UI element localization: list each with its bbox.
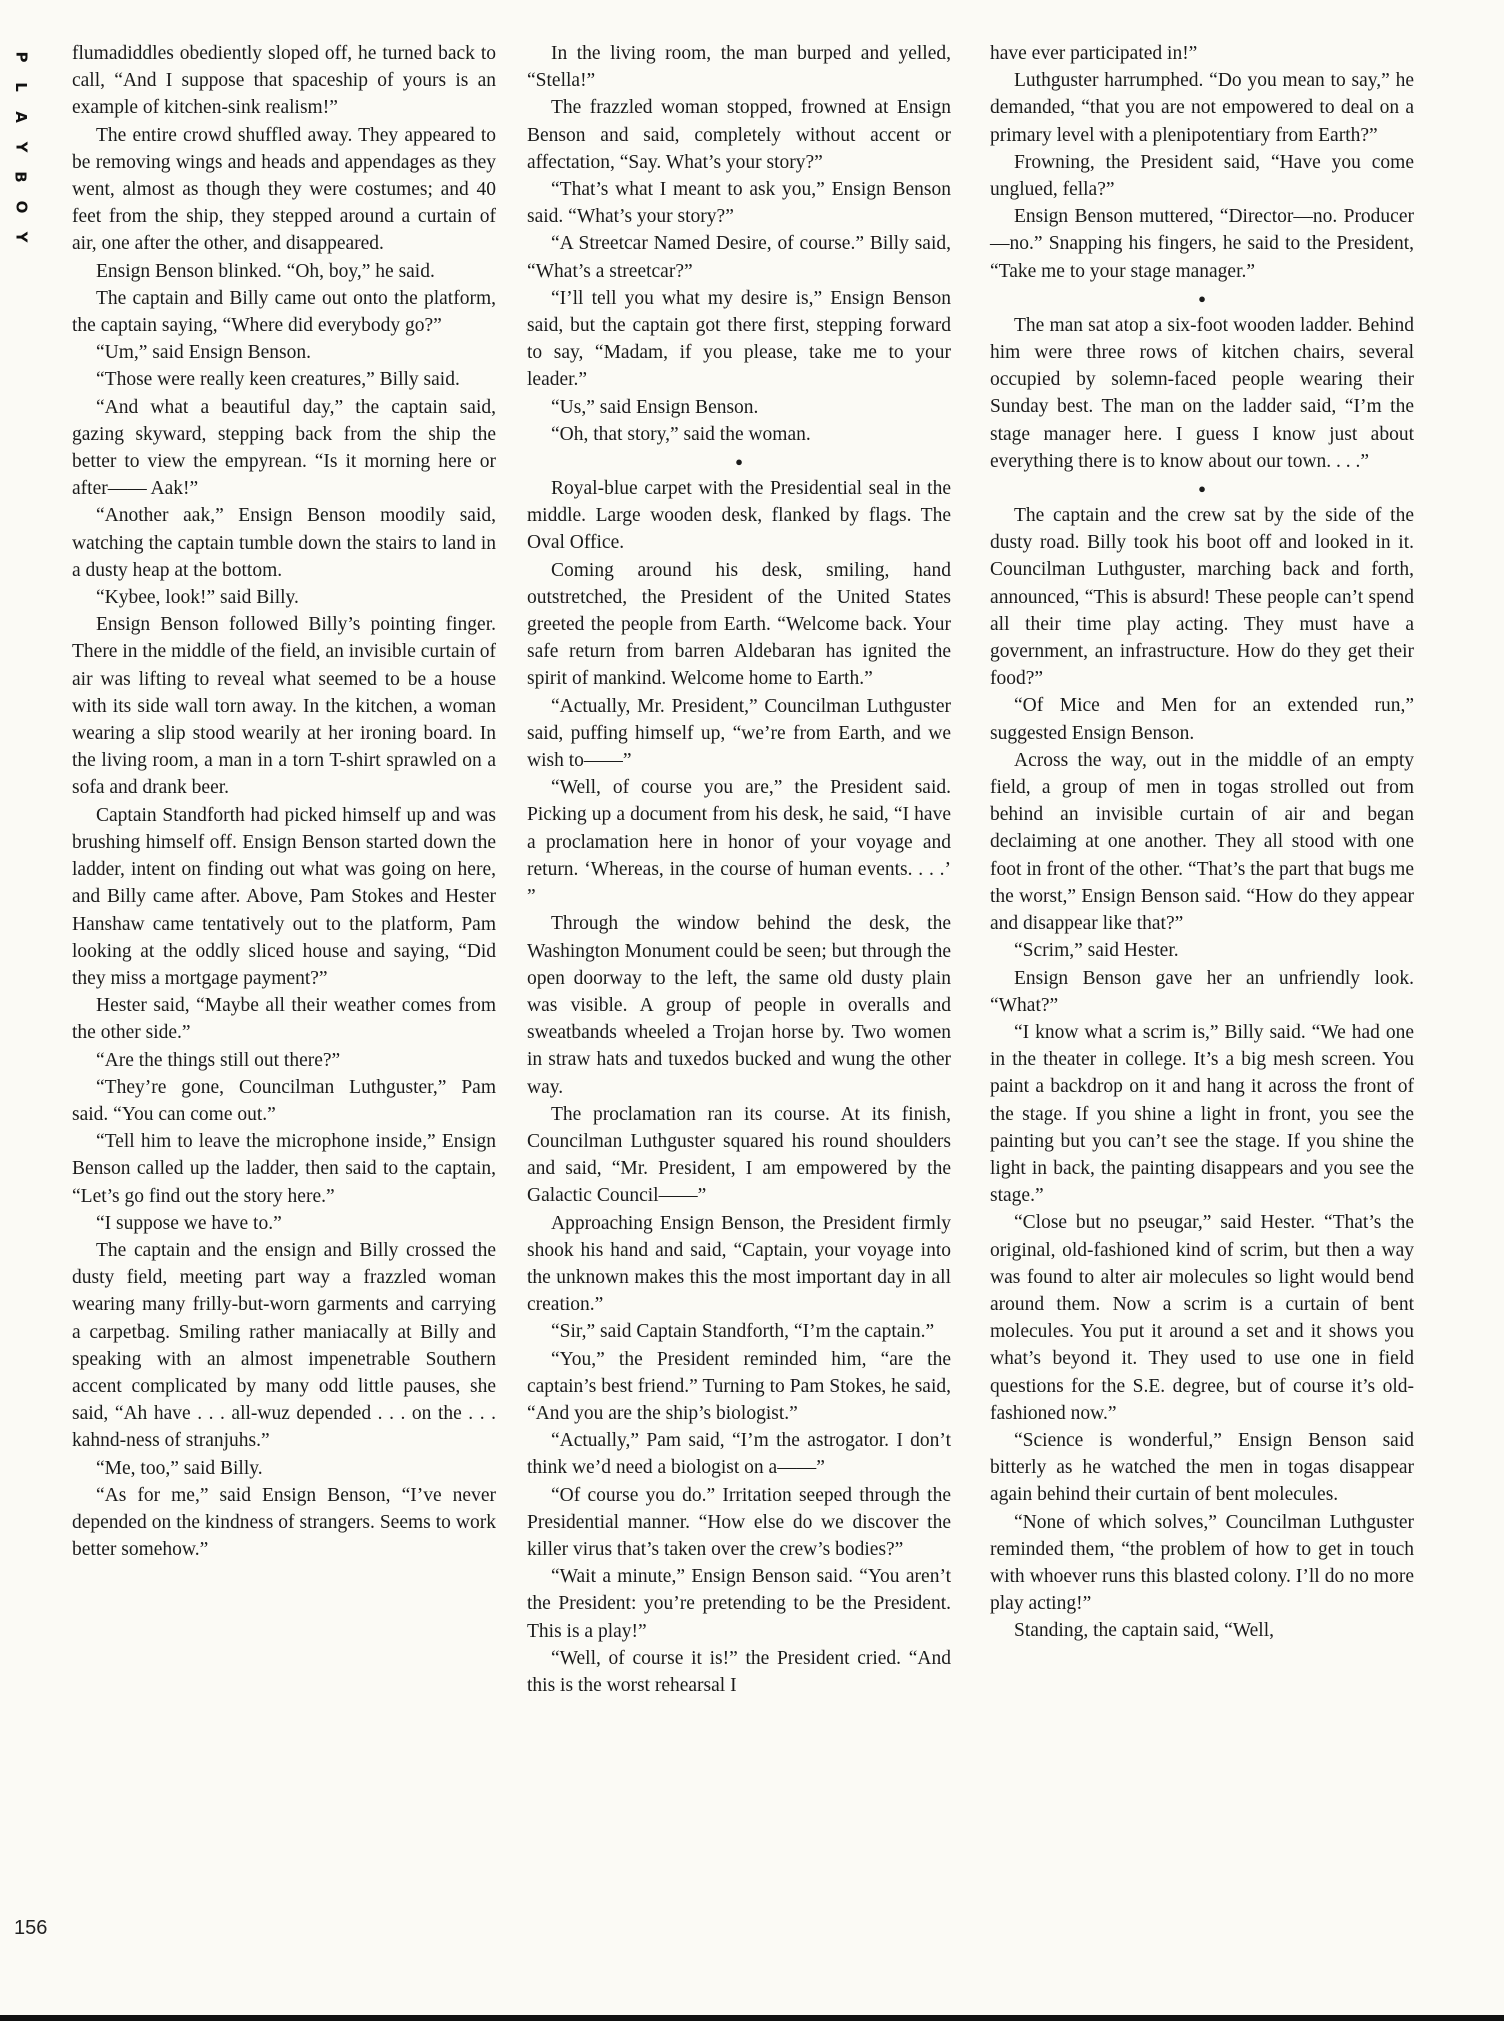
paragraph: “Actually,” Pam said, “I’m the astrogator. I don’t think we’d need a biologist on a——” <box>527 1430 951 1479</box>
paragraph: “Of Mice and Men for an extended run,” suggested Ensign Benson. <box>990 695 1414 744</box>
paragraph: “A Streetcar Named Desire, of course.” Billy said, “What’s a streetcar?” <box>527 233 951 282</box>
title-letter: L <box>12 82 30 92</box>
title-letter: P <box>12 51 30 63</box>
paragraph: flumadiddles obediently sloped off, he turned back to call, “And I suppose that spaceship of yours is an example of kitchen-sink realism!” <box>72 43 496 119</box>
paragraph: “Tell him to leave the microphone inside,” Ensign Benson called up the ladder, then said to the captain, “Let’s go find out the story here.” <box>72 1131 496 1207</box>
paragraph: “Well, of course you are,” the President said. Picking up a document from his desk, he said, “I have a proclamation here in honor of your voyage and return. ‘Whereas, in the course of human events. . . .’ ” <box>527 777 951 908</box>
section-break-bullet: ● <box>1198 481 1206 497</box>
text-column-3 <box>990 40 1414 1645</box>
paragraph: “Wait a minute,” Ensign Benson said. “You aren’t the President: you’re pretending to be the President. This is a play!” <box>527 1566 951 1642</box>
paragraph: “And what a beautiful day,” the captain said, gazing skyward, stepping back from the ship the better to view the empyrean. “Is it morning here or after—— Aak!” <box>72 396 496 500</box>
paragraph: The proclamation ran its course. At its finish, Councilman Luthguster squared his round shoulders and said, “Mr. President, I am empowered by the Galactic Council——” <box>527 1103 951 1207</box>
paragraph: Ensign Benson blinked. “Oh, boy,” he said. <box>96 260 435 282</box>
title-letter: Y <box>12 231 30 243</box>
paragraph: The frazzled woman stopped, frowned at Ensign Benson and said, completely without accent or affectation, “Say. What’s your story?” <box>527 97 951 173</box>
paragraph: Ensign Benson followed Billy’s pointing finger. There in the middle of the field, an invisible curtain of air was lifting to reveal what seemed to be a house with its side wall torn away. In the kitchen, a woman wearing a slip stood wearily at her ironing board. In the living room, a man in a torn T-shirt sprawled on a sofa and drank beer. <box>72 614 496 799</box>
paragraph: “Science is wonderful,” Ensign Benson said bitterly as he watched the men in togas disappear again behind their curtain of bent molecules. <box>990 1429 1414 1506</box>
paragraph: Luthguster harrumphed. “Do you mean to say,” he demanded, “that you are not empowered to deal on a primary level with a plenipotentiary from Earth?” <box>990 70 1414 146</box>
paragraph: “Of course you do.” Irritation seeped through the Presidential manner. “How else do we discover the killer virus that’s taken over the crew’s bodies?” <box>527 1484 951 1560</box>
title-letter: A <box>11 111 30 123</box>
paragraph: Coming around his desk, smiling, hand outstretched, the President of the United States greeted the people from Earth. “Welcome back. Your safe return from barren Aldebaran has ignited the spirit of mankind. Welcome home to Earth.” <box>527 559 951 690</box>
paragraph: “Um,” said Ensign Benson. <box>96 342 312 364</box>
paragraph: Approaching Ensign Benson, the President firmly shook his hand and said, “Captain, your voyage into the unknown makes this the most important day in all creation.” <box>527 1212 951 1316</box>
page-number: 156 <box>14 1917 48 1939</box>
paragraph: “Me, too,” said Billy. <box>96 1457 263 1479</box>
paragraph: “As for me,” said Ensign Benson, “I’ve never depended on the kindness of strangers. Seems to work better somehow.” <box>72 1484 496 1561</box>
paragraph: “Oh, that story,” said the woman. <box>551 423 811 445</box>
paragraph: have ever participated in!” <box>990 43 1198 64</box>
paragraph: “None of which solves,” Councilman Luthguster reminded them, “the problem of how to get in touch with whoever runs this blasted colony. I’ll do no more play acting!” <box>990 1511 1414 1615</box>
paragraph: “I know what a scrim is,” Billy said. “We had one in the theater in college. It’s a big mesh screen. You paint a backdrop on it and hang it across the front of the stage. If you shine a light in front, you see the painting but you can’t see the stage. If you shine the light in back, the painting disappears and you see the stage.” <box>990 1021 1414 1207</box>
paragraph: In the living room, the man burped and yelled, “Stella!” <box>527 43 951 92</box>
paragraph: “Scrim,” said Hester. <box>1014 940 1179 962</box>
paragraph: “They’re gone, Councilman Luthguster,” Pam said. “You can come out.” <box>72 1076 496 1125</box>
page-bottom-border <box>0 2015 1504 2021</box>
paragraph: “Are the things still out there?” <box>96 1049 341 1071</box>
paragraph: “Actually, Mr. President,” Councilman Luthguster said, puffing himself up, “we’re from Earth, and we wish to——” <box>527 695 951 772</box>
paragraph: “Sir,” said Captain Standforth, “I’m the captain.” <box>551 1321 935 1343</box>
paragraph: The captain and Billy came out onto the platform, the captain saying, “Where did everybody go?” <box>72 287 496 337</box>
paragraph: “That’s what I meant to ask you,” Ensign Benson said. “What’s your story?” <box>527 179 951 228</box>
paragraph: Across the way, out in the middle of an empty field, a group of men in togas strolled out from behind an invisible curtain of air and began declaiming at one another. They all stood with one foot in front of the other. “That’s the part that bugs me the worst,” Ensign Benson said. “How do they appear and disappear like that?” <box>990 749 1414 935</box>
paragraph: “I’ll tell you what my desire is,” Ensign Benson said, but the captain got there first, stepping forward to say, “Madam, if you please, take me to your leader.” <box>527 287 951 391</box>
text-column-1 <box>72 40 496 1563</box>
paragraph: “Kybee, look!” said Billy. <box>96 587 299 609</box>
paragraph: “Those were really keen creatures,” Billy said. <box>96 369 460 391</box>
section-break-bullet: ● <box>1198 290 1206 306</box>
paragraph: The entire crowd shuffled away. They appeared to be removing wings and heads and appendages as they went, almost as though they were costumes; and 40 feet from the ship, they stepped around a curtain of air, one after the other, and disappeared. <box>72 124 496 255</box>
paragraph: Ensign Benson muttered, “Director—no. Producer—no.” Snapping his fingers, he said to the President, “Take me to your stage manager.” <box>990 206 1414 282</box>
paragraph: “I suppose we have to.” <box>96 1212 282 1234</box>
paragraph: Standing, the captain said, “Well, <box>1014 1620 1274 1642</box>
paragraph: The captain and the crew sat by the side of the dusty road. Billy took his boot off and looked in it. Councilman Luthguster, marching back and forth, announced, “This is absurd! These people can’t spend all their time play acting. They must have a government, an infrastructure. How do they get their food?” <box>990 505 1414 690</box>
paragraph: Through the window behind the desk, the Washington Monument could be seen; but through the open doorway to the left, the same old dusty plain was visible. A group of people in overalls and sweatbands wheeled a Trojan horse by. Two women in straw hats and tuxedos bucked and wung the other way. <box>527 913 951 1098</box>
title-letter: O <box>11 200 30 214</box>
paragraph: Captain Standforth had picked himself up and was brushing himself off. Ensign Benson started down the ladder, intent on finding out what was going on here, and Billy came after. Above, Pam Stokes and Hester Hanshaw came tentatively out to the platform, Pam looking at the oddly sliced house and saying, “Did they miss a mortgage payment?” <box>72 804 496 989</box>
section-break-bullet: ● <box>735 454 743 470</box>
title-letter: B <box>12 171 30 183</box>
paragraph: Hester said, “Maybe all their weather comes from the other side.” <box>72 995 496 1044</box>
paragraph: “Close but no pseugar,” said Hester. “That’s the original, old-fashioned kind of scrim, but then a way was found to alter air molecules so light would bend around them. Now a scrim is a curtain of bent molecules. You put it around a set and it shows you what’s beyond it. They used to use one in field questions for the S.E. degree, but of course it’s old-fashioned now.” <box>990 1212 1414 1424</box>
title-letter: Y <box>12 141 30 153</box>
paragraph: Ensign Benson gave her an unfriendly look. “What?” <box>990 967 1414 1016</box>
text-column-2 <box>527 40 951 1699</box>
paragraph: “Well, of course it is!” the President cried. “And this is the worst rehearsal I <box>527 1647 951 1696</box>
paragraph: “Us,” said Ensign Benson. <box>551 396 759 418</box>
paragraph: “You,” the President reminded him, “are the captain’s best friend.” Turning to Pam Stokes, he said, “And you are the ship’s biologist.” <box>527 1348 951 1424</box>
paragraph: The man sat atop a six-foot wooden ladder. Behind him were three rows of kitchen chairs, several occupied by solemn-faced people wearing their Sunday best. The man on the ladder said, “I’m the stage manager here. I guess I know just about everything there is to know about our town. . . .” <box>990 314 1414 472</box>
paragraph: Frowning, the President said, “Have you come unglued, fella?” <box>990 151 1414 201</box>
paragraph: “Another aak,” Ensign Benson moodily said, watching the captain tumble down the stairs to land in a dusty heap at the bottom. <box>72 505 496 581</box>
paragraph: Royal-blue carpet with the Presidential seal in the middle. Large wooden desk, flanked by flags. The Oval Office. <box>527 478 951 554</box>
paragraph: The captain and the ensign and Billy crossed the dusty field, meeting part way a frazzled woman wearing many frilly-but-worn garments and carrying a carpetbag. Smiling rather maniacally at Billy and speaking with an almost impenetrable Southern accent complicated by many odd little pauses, she said, “Ah have . . . all-wuz depended . . . on the . . . kahnd-ness of stranjuhs.” <box>72 1239 496 1452</box>
magazine-title-vertical <box>8 42 34 252</box>
